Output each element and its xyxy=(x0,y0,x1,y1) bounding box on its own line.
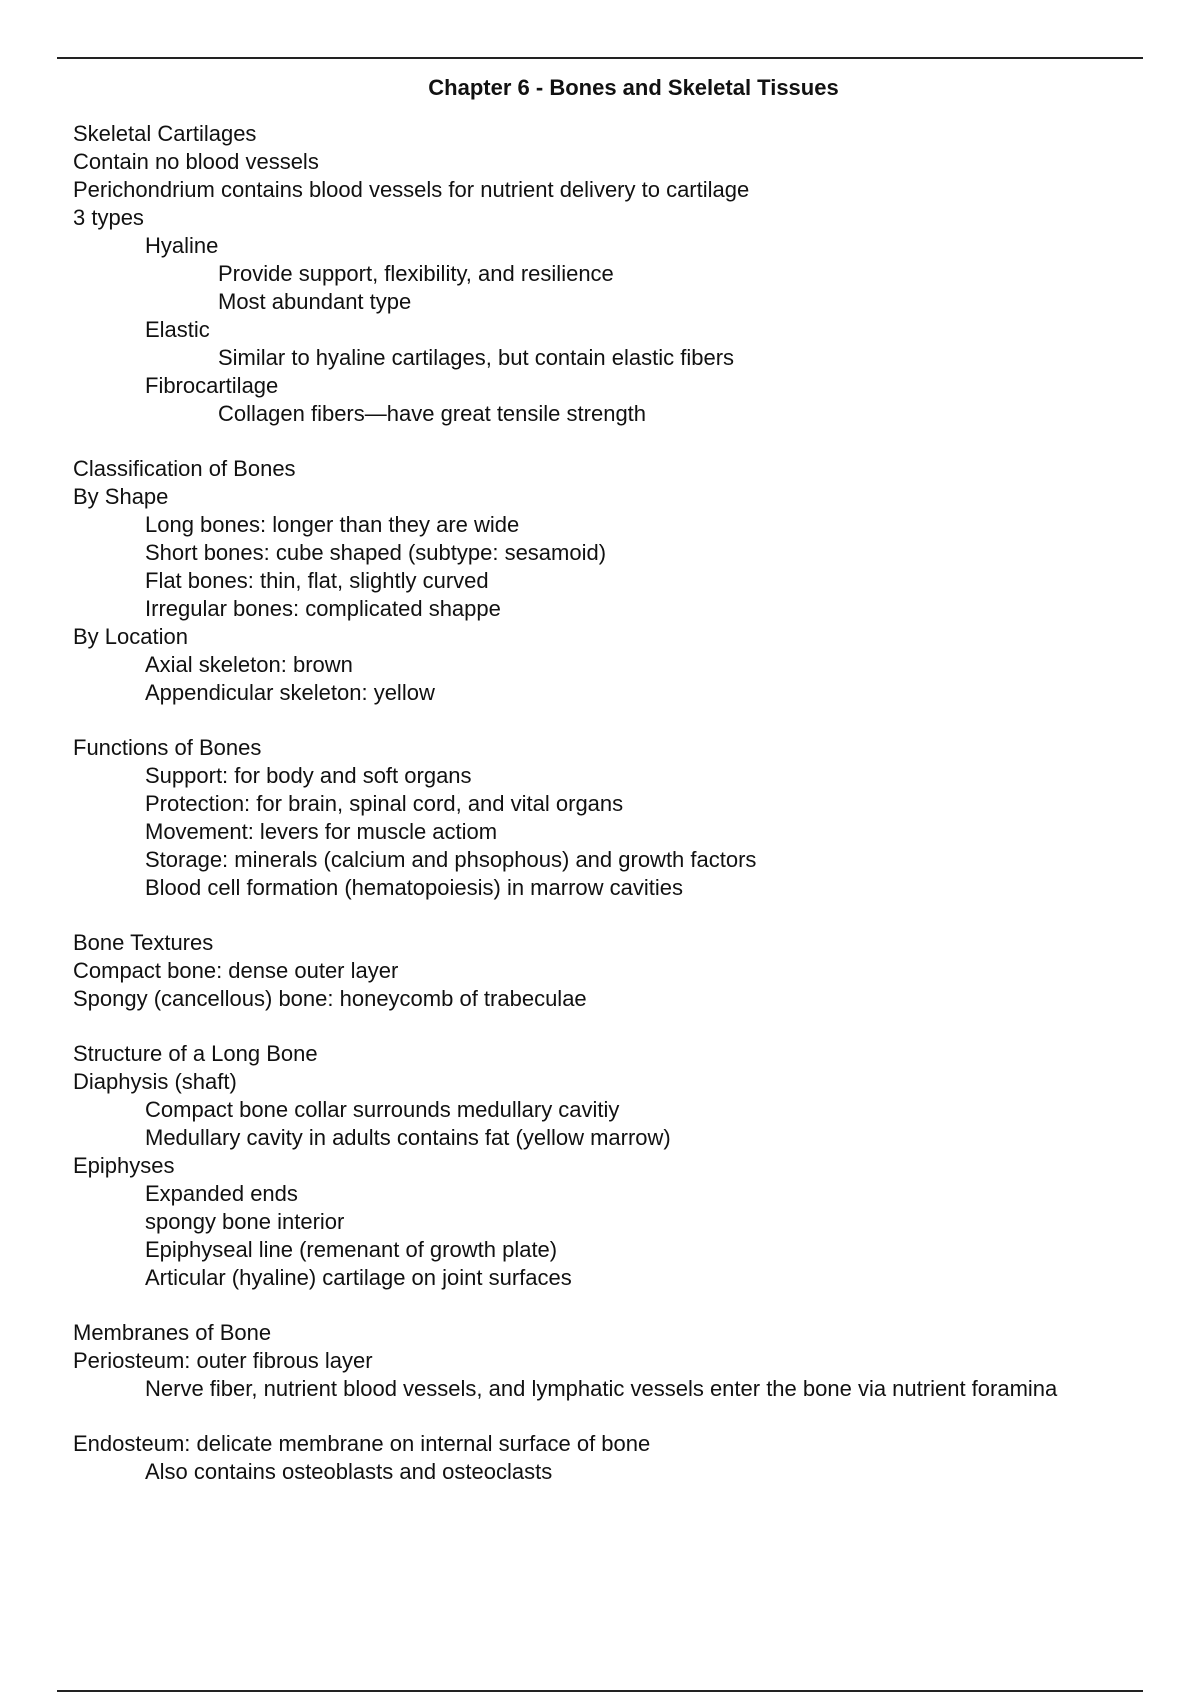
section-membranes-of-bone xyxy=(73,1319,1193,1403)
section-functions-of-bones xyxy=(73,734,1193,902)
subheading: Elastic xyxy=(145,317,210,342)
subheading: Diaphysis (shaft) xyxy=(73,1069,237,1094)
note-line: Support: for body and soft organs xyxy=(145,763,472,788)
note-line: Long bones: longer than they are wide xyxy=(145,512,520,537)
note-line: Compact bone: dense outer layer xyxy=(73,958,399,983)
section-heading: Bone Textures xyxy=(73,930,214,955)
note-line: Collagen fibers—have great tensile strength xyxy=(218,401,647,426)
note-line: Expanded ends xyxy=(145,1181,298,1206)
note-line: Also contains osteoblasts and osteoclasts xyxy=(145,1459,553,1484)
note-line: Movement: levers for muscle actiom xyxy=(145,819,498,844)
note-line: Short bones: cube shaped (subtype: sesamoid) xyxy=(145,540,607,565)
note-line: Most abundant type xyxy=(218,289,412,314)
note-line: Articular (hyaline) cartilage on joint surfaces xyxy=(145,1265,572,1290)
note-line: Axial skeleton: brown xyxy=(145,652,353,677)
subheading: Hyaline xyxy=(145,233,219,258)
notes-body xyxy=(73,120,1193,1513)
section-endosteum xyxy=(73,1430,1193,1486)
subheading: Periosteum: outer fibrous layer xyxy=(73,1348,373,1373)
note-line: Protection: for brain, spinal cord, and vital organs xyxy=(145,791,624,816)
section-heading: Classification of Bones xyxy=(73,456,296,481)
note-line: Provide support, flexibility, and resilience xyxy=(218,261,614,286)
page-title: Chapter 6 - Bones and Skeletal Tissues xyxy=(428,75,839,100)
note-line: Nerve fiber, nutrient blood vessels, and lymphatic vessels enter the bone via nutrient foramina xyxy=(145,1376,1058,1401)
note-line: 3 types xyxy=(73,205,144,230)
section-structure-of-long-bone xyxy=(73,1040,1193,1292)
note-line: spongy bone interior xyxy=(145,1209,345,1234)
note-line: Perichondrium contains blood vessels for nutrient delivery to cartilage xyxy=(73,177,750,202)
note-line: Similar to hyaline cartilages, but contain elastic fibers xyxy=(218,345,735,370)
section-bone-textures xyxy=(73,929,1193,1013)
section-classification-of-bones xyxy=(73,455,1193,707)
note-line: Appendicular skeleton: yellow xyxy=(145,680,435,705)
note-line: Flat bones: thin, flat, slightly curved xyxy=(145,568,489,593)
subheading: Endosteum: delicate membrane on internal surface of bone xyxy=(73,1431,651,1456)
note-line: Irregular bones: complicated shappe xyxy=(145,596,501,621)
note-line: Contain no blood vessels xyxy=(73,149,319,174)
subheading: By Location xyxy=(73,624,188,649)
section-heading: Membranes of Bone xyxy=(73,1320,272,1345)
note-line: Epiphyseal line (remenant of growth plate) xyxy=(145,1237,558,1262)
bottom-divider xyxy=(57,1690,1143,1692)
note-line: Compact bone collar surrounds medullary cavitiy xyxy=(145,1097,620,1122)
section-heading: Skeletal Cartilages xyxy=(73,121,257,146)
section-heading: Structure of a Long Bone xyxy=(73,1041,318,1066)
note-line: Storage: minerals (calcium and phsophous) and growth factors xyxy=(145,847,757,872)
top-divider xyxy=(57,57,1143,59)
subheading: Fibrocartilage xyxy=(145,373,279,398)
note-line: Blood cell formation (hematopoiesis) in marrow cavities xyxy=(145,875,683,900)
note-line: Spongy (cancellous) bone: honeycomb of trabeculae xyxy=(73,986,587,1011)
subheading: By Shape xyxy=(73,484,169,509)
note-line: Medullary cavity in adults contains fat (yellow marrow) xyxy=(145,1125,671,1150)
subheading: Epiphyses xyxy=(73,1153,175,1178)
section-heading: Functions of Bones xyxy=(73,735,262,760)
section-skeletal-cartilages xyxy=(73,120,1193,428)
